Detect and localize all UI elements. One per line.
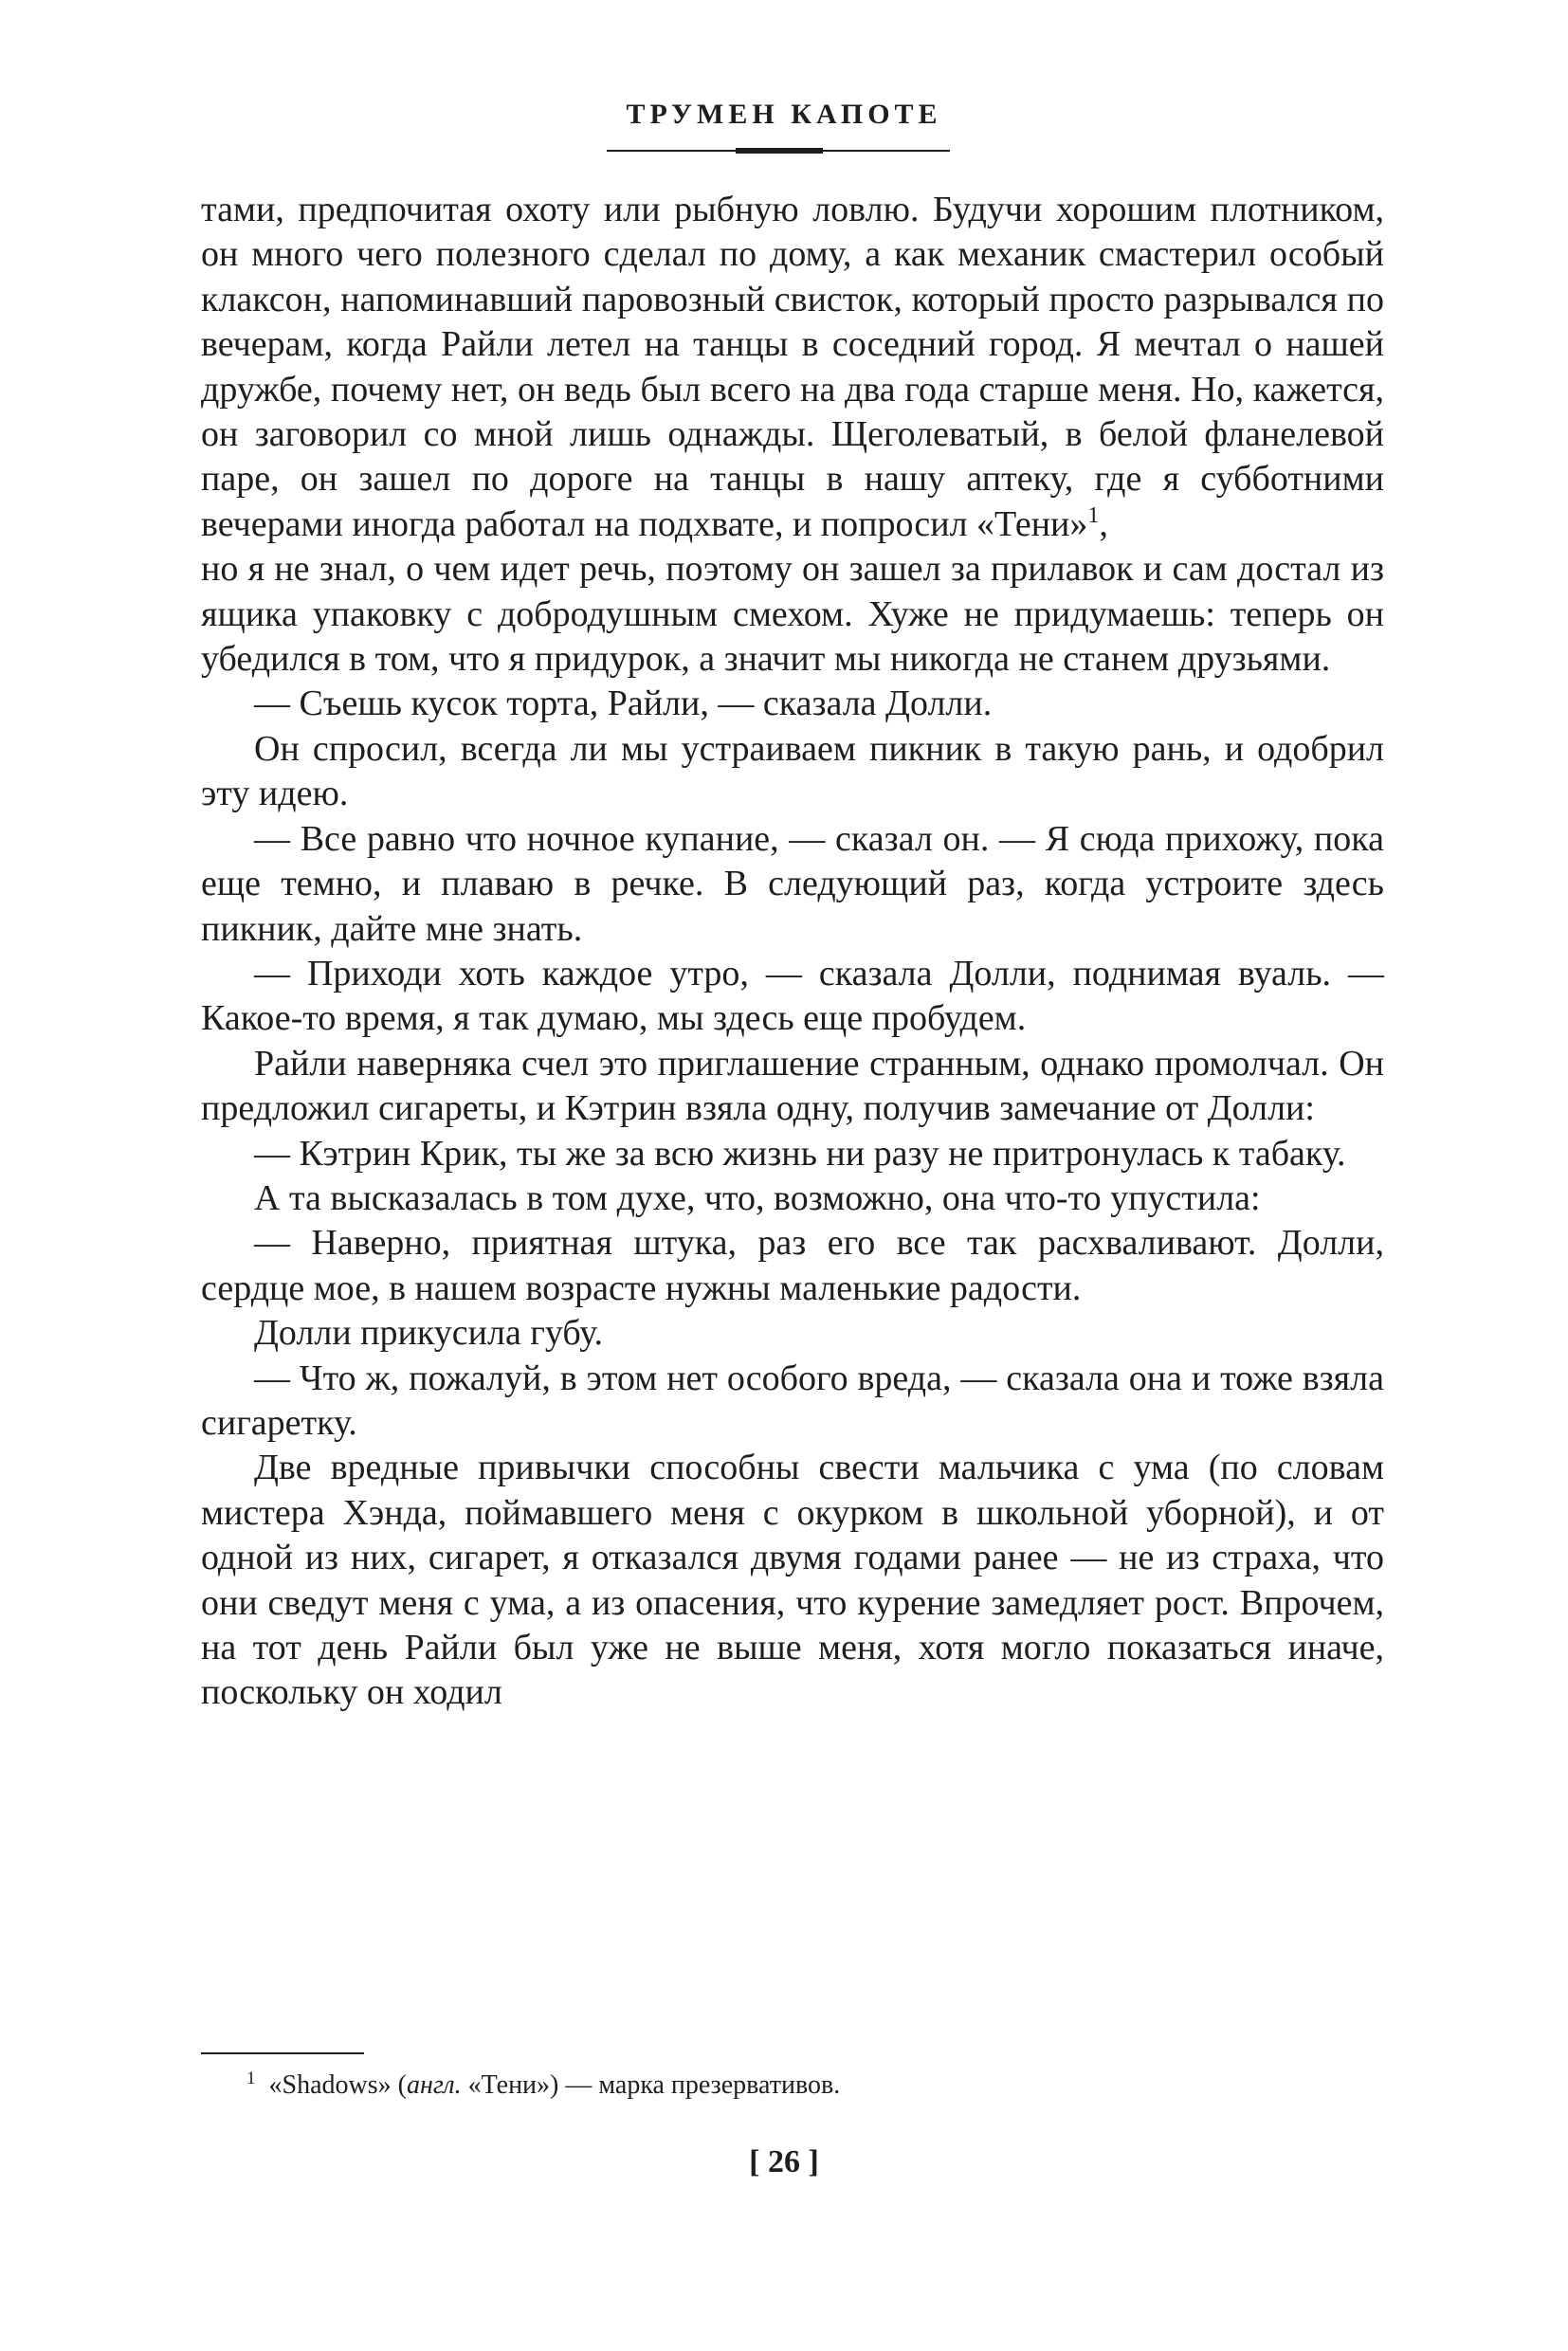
paragraph: — Кэтрин Крик, ты же за всю жизнь ни разу не притронулась к табаку. — [254, 1133, 1346, 1174]
footnote — [246, 2069, 1384, 2103]
footnote-text: «Тени») — марка презервативов. — [461, 2070, 841, 2100]
paragraph: Две вредные привычки способны свести мальчика с ума (по словам мистера Хэнда, поймавшего меня с окурком в школьной уборной), и от одной из них, сигарет, я отказался двумя годами ранее — не из страха, что они сведут меня с ума, а из опасения, что курение замедляет рост. Впрочем, на тот день Райли был уже не выше меня, хотя могло показаться иначе, поскольку он ходил — [201, 1448, 1384, 1713]
footnote-number: 1 — [246, 2069, 256, 2088]
page-number: [ 26 ] — [749, 2144, 819, 2179]
paragraph: — Наверно, приятная штука, раз его все так расхваливают. Долли, сердце мое, в нашем возрасте нужны маленькие радости. — [201, 1223, 1384, 1308]
paragraph: тами, предпочитая охоту или рыбную ловлю. Будучи хорошим плотником, он много чего полезного сделал по дому, а как механик смастерил особый клаксон, напоминавший паровозный свисток, который просто разрывался по вечерам, когда Райли летел на танцы в соседний город. Я мечтал о нашей дружбе, почему нет, он ведь был всего на два года старше меня. Но, кажется, он заговорил со мной лишь однажды. Щеголеватый, в белой фланелевой паре, он зашел по дороге на танцы в нашу аптеку, где я субботними вечерами иногда работал на подхвате, и попросил «Тени»$^1$, — [201, 190, 1384, 544]
paragraph: — Все равно что ночное купание, — сказал он. — Я сюда прихожу, пока еще темно, и плаваю в речке. В следующий раз, когда устроите здесь пикник, дайте мне знать. — [201, 818, 1384, 949]
footnote-text: «Shadows» ( — [268, 2070, 407, 2100]
paragraph: — Приходи хоть каждое утро, — сказала Долли, поднимая вуаль. — Какое-то время, я так думаю, мы здесь еще пробудем. — [201, 953, 1384, 1039]
paragraph: — Что ж, пожалуй, в этом нет особого вреда, — сказала она и тоже взяла сигаретку. — [201, 1358, 1384, 1443]
paragraph: А та высказалась в том духе, что, возможно, она что-то упустила: — [254, 1177, 1261, 1218]
footnote-language-abbr: англ. — [406, 2070, 462, 2100]
footnote-rule — [201, 2052, 364, 2054]
paragraph: но я не знал, о чем идет речь, поэтому он зашел за прилавок и сам достал из ящика упаковку с добродушным смехом. Хуже не придумаешь: теперь он убедился в том, что я придурок, а значит мы никогда не станем друзьями. — [201, 549, 1384, 680]
main-text — [201, 188, 1384, 1716]
paragraph: Долли прикусила губу. — [254, 1313, 603, 1354]
header-rule-accent — [736, 148, 823, 154]
paragraph: — Съешь кусок торта, Райли, — сказала Долли. — [254, 683, 993, 724]
paragraph-text: тами, предпочитая охоту или рыбную ловлю. Будучи хорошим плотником, он много чего полезного сделал по дому, а как механик смастерил особый клаксон, напоминавший паровозный свисток, который просто разрывался по вечерам, когда Райли летел на танцы в соседний город. Я мечтал о нашей дружбе, почему нет, он ведь был всего на два года старше меня. Но, кажется, он заговорил со мной лишь однажды. Щеголеватый, в белой фланелевой паре, он зашел по дороге на танцы в нашу аптеку, где я субботними вечерами иногда работал на подхвате, и попросил «Тени» — [201, 190, 1384, 544]
footnote-reference: 1 — [1087, 502, 1100, 528]
running-head: ТРУМЕН КАПОТЕ — [626, 99, 942, 130]
paragraph: Райли наверняка счел это приглашение странным, однако промолчал. Он предложил сигареты, и Кэтрин взяла одну, получив замечание от Долли: — [201, 1043, 1384, 1129]
paragraph: Он спросил, всегда ли мы устраиваем пикник в такую рань, и одобрил эту идею. — [201, 728, 1384, 814]
